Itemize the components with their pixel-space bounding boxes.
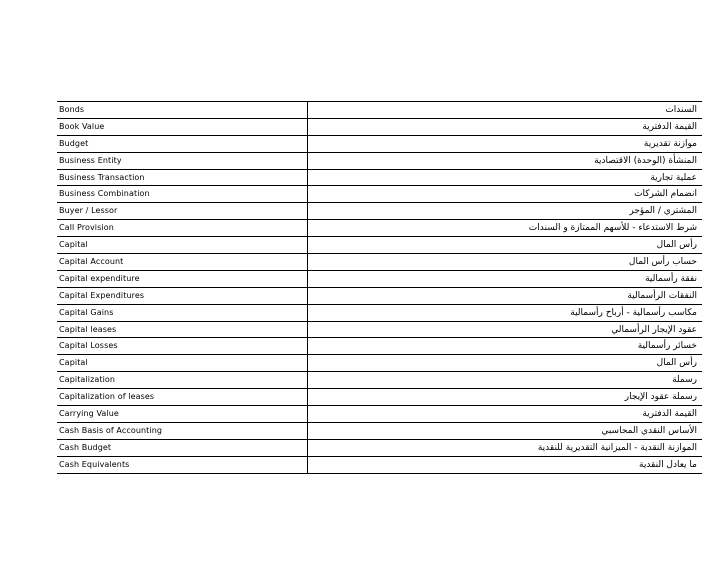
table-row	[57, 169, 702, 186]
arabic-term: عملية تجارية	[308, 169, 703, 186]
arabic-term: حساب رأس المال	[308, 254, 703, 271]
table-row	[57, 135, 702, 152]
arabic-term: انضمام الشركات	[308, 186, 703, 203]
table-row	[57, 203, 702, 220]
english-term: Business Transaction	[57, 169, 308, 186]
english-term: Capitalization of leases	[57, 389, 308, 406]
arabic-term: الموازنة النقدية - الميزانية التقديرية للنقدية	[308, 439, 703, 456]
arabic-term: النفقات الرأسمالية	[308, 287, 703, 304]
table-row	[57, 338, 702, 355]
table-row	[57, 152, 702, 169]
arabic-term: المشتري / المؤجر	[308, 203, 703, 220]
table-row	[57, 355, 702, 372]
english-term: Capital Expenditures	[57, 287, 308, 304]
table-row	[57, 102, 702, 119]
english-term: Capital Losses	[57, 338, 308, 355]
english-term: Cash Equivalents	[57, 456, 308, 473]
table-row	[57, 406, 702, 423]
english-term: Capital	[57, 355, 308, 372]
english-term: Capital Account	[57, 254, 308, 271]
table-row	[57, 372, 702, 389]
english-term: Buyer / Lessor	[57, 203, 308, 220]
english-term: Business Combination	[57, 186, 308, 203]
english-term: Capitalization	[57, 372, 308, 389]
english-term: Capital expenditure	[57, 270, 308, 287]
arabic-term: شرط الاستدعاء - للأسهم الممتازة و السندات	[308, 220, 703, 237]
glossary-table	[57, 101, 702, 474]
english-term: Budget	[57, 135, 308, 152]
english-term: Cash Basis of Accounting	[57, 422, 308, 439]
arabic-term: عقود الإيجار الرأسمالي	[308, 321, 703, 338]
english-term: Capital Gains	[57, 304, 308, 321]
table-row	[57, 422, 702, 439]
table-row	[57, 186, 702, 203]
arabic-term: نفقة رأسمالية	[308, 270, 703, 287]
table-row	[57, 287, 702, 304]
arabic-term: رأس المال	[308, 355, 703, 372]
english-term: Capital leases	[57, 321, 308, 338]
english-term: Business Entity	[57, 152, 308, 169]
arabic-term: السندات	[308, 102, 703, 119]
table-row	[57, 220, 702, 237]
table-row	[57, 456, 702, 473]
table-row	[57, 321, 702, 338]
arabic-term: القيمة الدفترية	[308, 118, 703, 135]
table-row	[57, 304, 702, 321]
english-term: Capital	[57, 237, 308, 254]
table-row	[57, 237, 702, 254]
table-row	[57, 118, 702, 135]
table-row	[57, 254, 702, 271]
arabic-term: ما يعادل النقدية	[308, 456, 703, 473]
arabic-term: موازنة تقديرية	[308, 135, 703, 152]
arabic-term: المنشأة (الوحدة) الاقتصادية	[308, 152, 703, 169]
glossary-body	[57, 102, 702, 474]
arabic-term: رأس المال	[308, 237, 703, 254]
english-term: Bonds	[57, 102, 308, 119]
arabic-term: القيمة الدفترية	[308, 406, 703, 423]
arabic-term: خسائر رأسمالية	[308, 338, 703, 355]
table-row	[57, 270, 702, 287]
english-term: Cash Budget	[57, 439, 308, 456]
arabic-term: رسملة	[308, 372, 703, 389]
table-row	[57, 389, 702, 406]
english-term: Call Provision	[57, 220, 308, 237]
table-row	[57, 439, 702, 456]
arabic-term: رسملة عقود الإيجار	[308, 389, 703, 406]
english-term: Carrying Value	[57, 406, 308, 423]
english-term: Book Value	[57, 118, 308, 135]
arabic-term: مكاسب رأسمالية - أرباح رأسمالية	[308, 304, 703, 321]
arabic-term: الأساس النقدي المحاسبي	[308, 422, 703, 439]
